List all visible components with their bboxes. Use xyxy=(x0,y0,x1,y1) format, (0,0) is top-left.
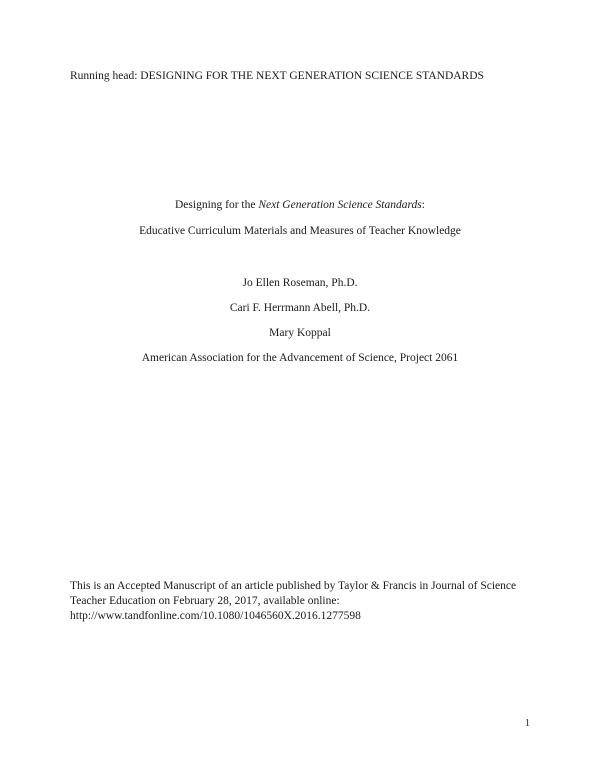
author-3: Mary Koppal xyxy=(269,327,331,339)
author-1: Jo Ellen Roseman, Ph.D. xyxy=(242,277,358,289)
notice-text: This is an Accepted Manuscript of an article published by Taylor & Francis in Journal of Science Teacher Education on February 28, 2017, available online: xyxy=(70,580,517,607)
affiliation: American Association for the Advancement of Science, Project 2061 xyxy=(141,352,459,364)
paper-subtitle: Educative Curriculum Materials and Measures of Teacher Knowledge xyxy=(139,225,461,237)
title-prefix: Designing for the xyxy=(175,199,259,211)
title-suffix: : xyxy=(421,199,425,211)
paper-title xyxy=(0,199,600,211)
notice-url[interactable]: http://www.tandfonline.com/10.1080/1046560X.2016.1277598 xyxy=(70,610,361,622)
title-italic: Next Generation Science Standards xyxy=(258,199,422,211)
publication-notice xyxy=(70,579,540,624)
running-head: Running head: DESIGNING FOR THE NEXT GENERATION SCIENCE STANDARDS xyxy=(70,70,484,82)
page-number: 1 xyxy=(525,718,530,729)
author-2: Cari F. Herrmann Abell, Ph.D. xyxy=(229,302,371,314)
